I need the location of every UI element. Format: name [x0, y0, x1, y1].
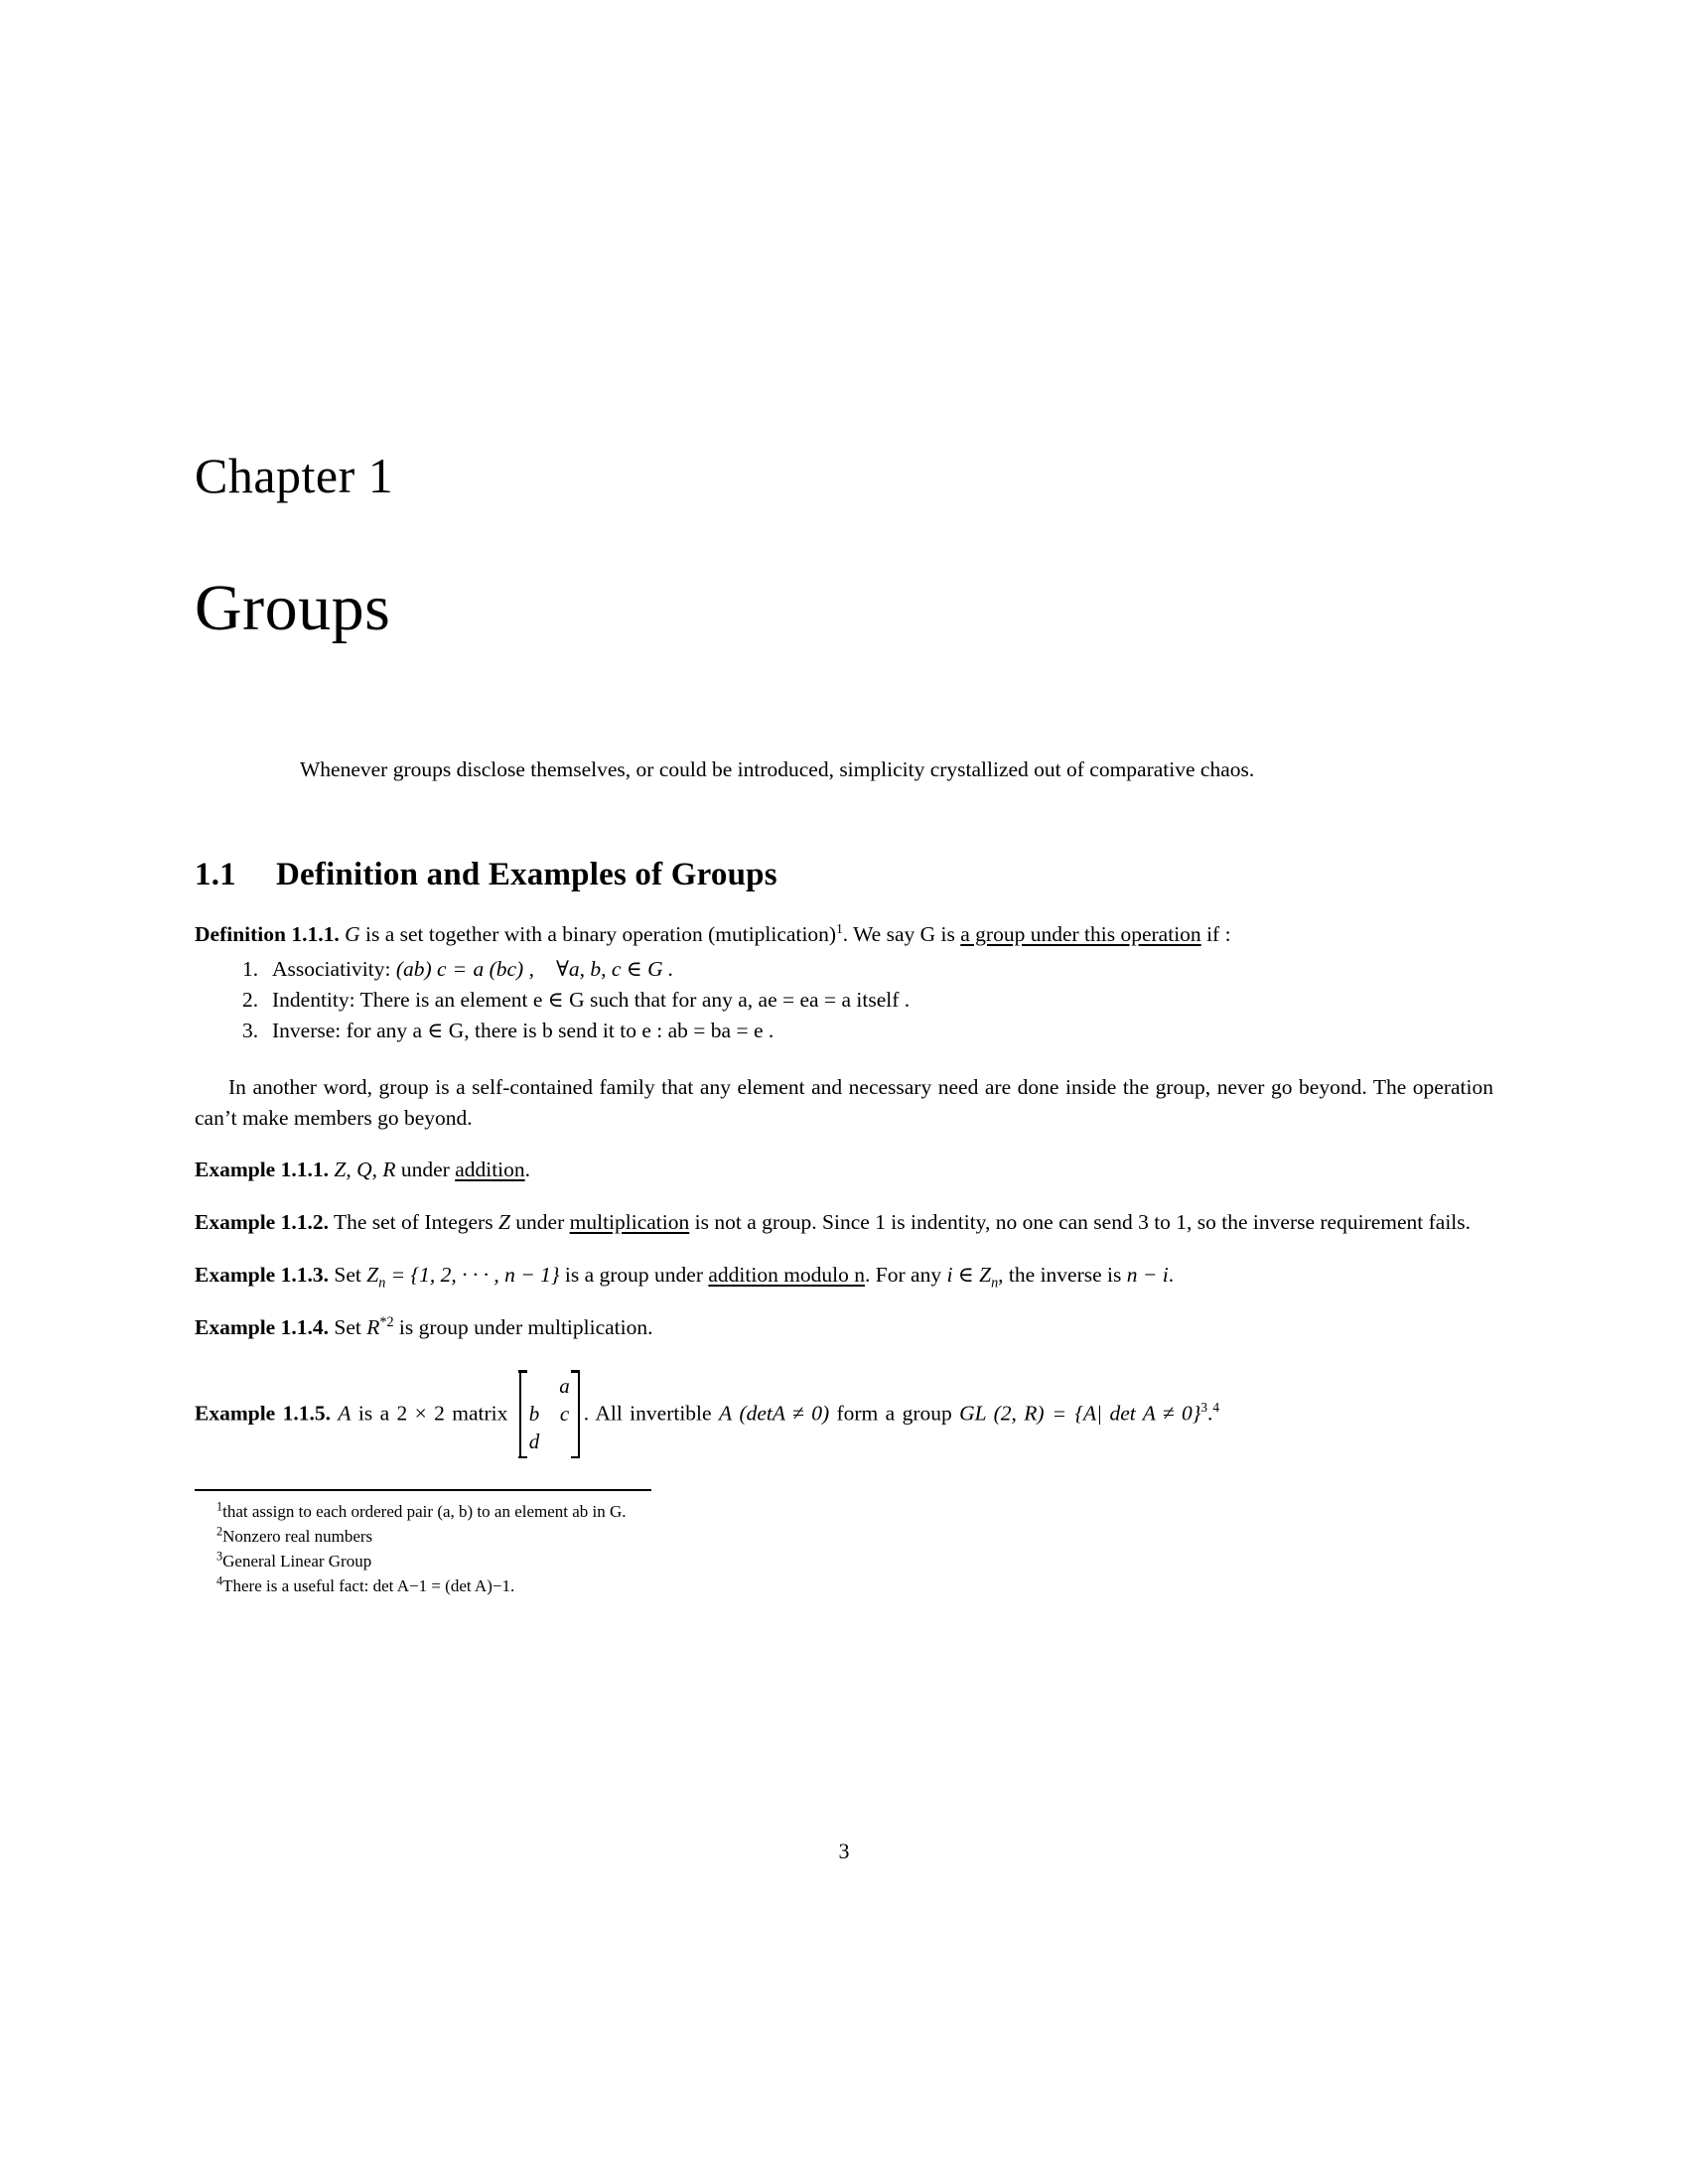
footnote-separator — [195, 1489, 651, 1491]
example-text-mid: under — [509, 1210, 570, 1235]
example-group-name: GL (2, R) — [959, 1401, 1045, 1426]
example-symbol-a-2: A — [718, 1401, 733, 1426]
example-label: Example 1.1.4. — [195, 1315, 329, 1340]
example-label: Example 1.1.3. — [195, 1263, 329, 1288]
example-text-end: is group under multiplication. — [393, 1315, 653, 1340]
axiom-text — [272, 954, 1493, 985]
footnote-ref-3[interactable]: 3 — [1200, 1400, 1208, 1416]
example-symbol-r: R — [366, 1315, 380, 1340]
epigraph: Whenever groups disclose themselves, or could be introduced, simplicity crystallized out of comparative chaos. — [300, 756, 1255, 781]
example-dot: . — [1207, 1401, 1213, 1426]
example-symbol-zn: Z — [366, 1263, 379, 1288]
axiom-number: 1. — [242, 956, 259, 981]
example-text-post: . For any — [865, 1263, 947, 1288]
example-text: Set — [334, 1315, 367, 1340]
definition-text-2: . We say G is — [842, 921, 961, 946]
definition-text-1: is a set together with a binary operation (mutiplication) — [359, 921, 837, 946]
example-text-end: , the inverse is — [998, 1263, 1127, 1288]
definition-paragraph — [195, 919, 1493, 950]
remark-paragraph: In another word, group is a self-contained family that any element and necessary need are done inside the group, never go beyond. The operation can’t make members go beyond. — [195, 1074, 1493, 1130]
matrix-2x2 — [519, 1370, 580, 1458]
axiom-math-equals: = — [453, 956, 467, 981]
example-set-definition: = {1, 2, · · · , n − 1} — [385, 1263, 560, 1288]
example-label: Example 1.1.2. — [195, 1210, 329, 1235]
example-equals: = — [1046, 1401, 1073, 1426]
footnote-marker: 3 — [216, 1549, 223, 1564]
matrix-cell-d: d — [528, 1429, 540, 1453]
example-element-i: i ∈ Z — [946, 1263, 992, 1288]
page-number: 3 — [838, 1839, 850, 1863]
example-symbol-z: Z — [497, 1210, 510, 1235]
definition-text-3: if : — [1200, 921, 1231, 946]
axiom-item — [242, 954, 1493, 985]
example-text-1: is a 2 × 2 matrix — [351, 1401, 515, 1426]
footnote-list — [216, 1500, 1493, 1599]
footnote-text: Nonzero real numbers — [222, 1526, 373, 1546]
example-period: . — [1168, 1263, 1175, 1288]
example-superscript-star2[interactable]: *2 — [379, 1314, 394, 1331]
example-1-1-2 — [195, 1207, 1493, 1238]
footnote-marker: 4 — [216, 1573, 223, 1588]
example-label: Example 1.1.1. — [195, 1158, 329, 1182]
example-text-3: form a group — [829, 1401, 960, 1426]
matrix-cell-b: b — [528, 1401, 540, 1426]
footnote-item — [216, 1550, 1493, 1573]
axiom-text: Indentity: There is an element e ∈ G such that for any a, ae = ea = a itself . — [272, 987, 911, 1012]
axiom-math-lhs: (ab) c — [395, 956, 447, 981]
example-underlined-phrase: addition — [455, 1158, 525, 1182]
example-1-1-1 — [195, 1155, 1493, 1185]
footnote-text: There is a useful fact: det A−1 = (det A)−1. — [222, 1576, 515, 1596]
example-determinant-condition: (detA ≠ 0) — [739, 1401, 830, 1426]
matrix-cell-a: a — [559, 1374, 570, 1399]
example-text: under — [395, 1158, 456, 1182]
footnote-text: General Linear Group — [222, 1551, 372, 1570]
axiom-list — [195, 954, 1493, 1046]
footnote-ref-4[interactable]: 4 — [1212, 1400, 1220, 1416]
example-1-1-5 — [195, 1371, 1493, 1459]
definition-label: Definition 1.1.1. — [195, 921, 340, 946]
axiom-quantifier: ∀a, b, c ∈ G . — [555, 956, 674, 981]
footnote-item — [216, 1525, 1493, 1549]
example-text-end: . — [524, 1158, 531, 1182]
footnote-ref-1[interactable]: 1 — [836, 920, 843, 936]
axiom-number: 3. — [242, 1018, 259, 1042]
axiom-text: Inverse: for any a ∈ G, there is b send it to e : ab = ba = e . — [272, 1018, 774, 1042]
axiom-math-rhs: a (bc) , — [473, 956, 534, 981]
page-content — [195, 0, 1493, 1598]
example-1-1-3 — [195, 1260, 1493, 1291]
axiom-name: Associativity: — [272, 956, 391, 981]
section-number: 1.1 — [195, 856, 236, 892]
example-text-mid: is a group under — [559, 1263, 709, 1288]
section-heading — [195, 857, 1493, 893]
example-underlined-phrase: multiplication — [569, 1210, 690, 1235]
example-text: The set of Integers — [333, 1210, 498, 1235]
axiom-item — [242, 1016, 1493, 1046]
footnote-text: that assign to each ordered pair (a, b) to an element ab in G. — [222, 1501, 627, 1521]
example-symbol-a: A — [338, 1401, 352, 1426]
footnote-marker: 2 — [216, 1524, 223, 1539]
example-label: Example 1.1.5. — [195, 1401, 331, 1426]
example-inverse-expr: n − i — [1126, 1263, 1169, 1288]
example-text-2: . All invertible — [583, 1401, 719, 1426]
footnote-item — [216, 1500, 1493, 1524]
example-subscript-n: n — [378, 1275, 386, 1292]
chapter-title: Groups — [195, 572, 391, 644]
example-set-builder: {A| det A ≠ 0} — [1074, 1401, 1201, 1426]
axiom-number: 2. — [242, 987, 259, 1012]
chapter-number: Chapter 1 — [195, 448, 394, 503]
definition-underlined-phrase: a group under this operation — [960, 921, 1201, 946]
section-title: Definition and Examples of Groups — [276, 856, 777, 892]
matrix-cell-c: c — [559, 1401, 570, 1426]
footnote-marker: 1 — [216, 1499, 223, 1514]
footnote-item — [216, 1574, 1493, 1598]
matrix-body — [519, 1370, 580, 1458]
example-text: Set — [334, 1263, 367, 1288]
example-underlined-phrase: addition modulo n — [708, 1263, 866, 1288]
definition-symbol-g: G — [345, 921, 360, 946]
example-text-end: is not a group. Since 1 is indentity, no one can send 3 to 1, so the inverse requirement fails. — [689, 1210, 1472, 1235]
example-subscript-n-2: n — [991, 1275, 999, 1292]
example-symbols: Z, Q, R — [334, 1158, 396, 1182]
example-1-1-4 — [195, 1312, 1493, 1343]
axiom-item — [242, 985, 1493, 1016]
